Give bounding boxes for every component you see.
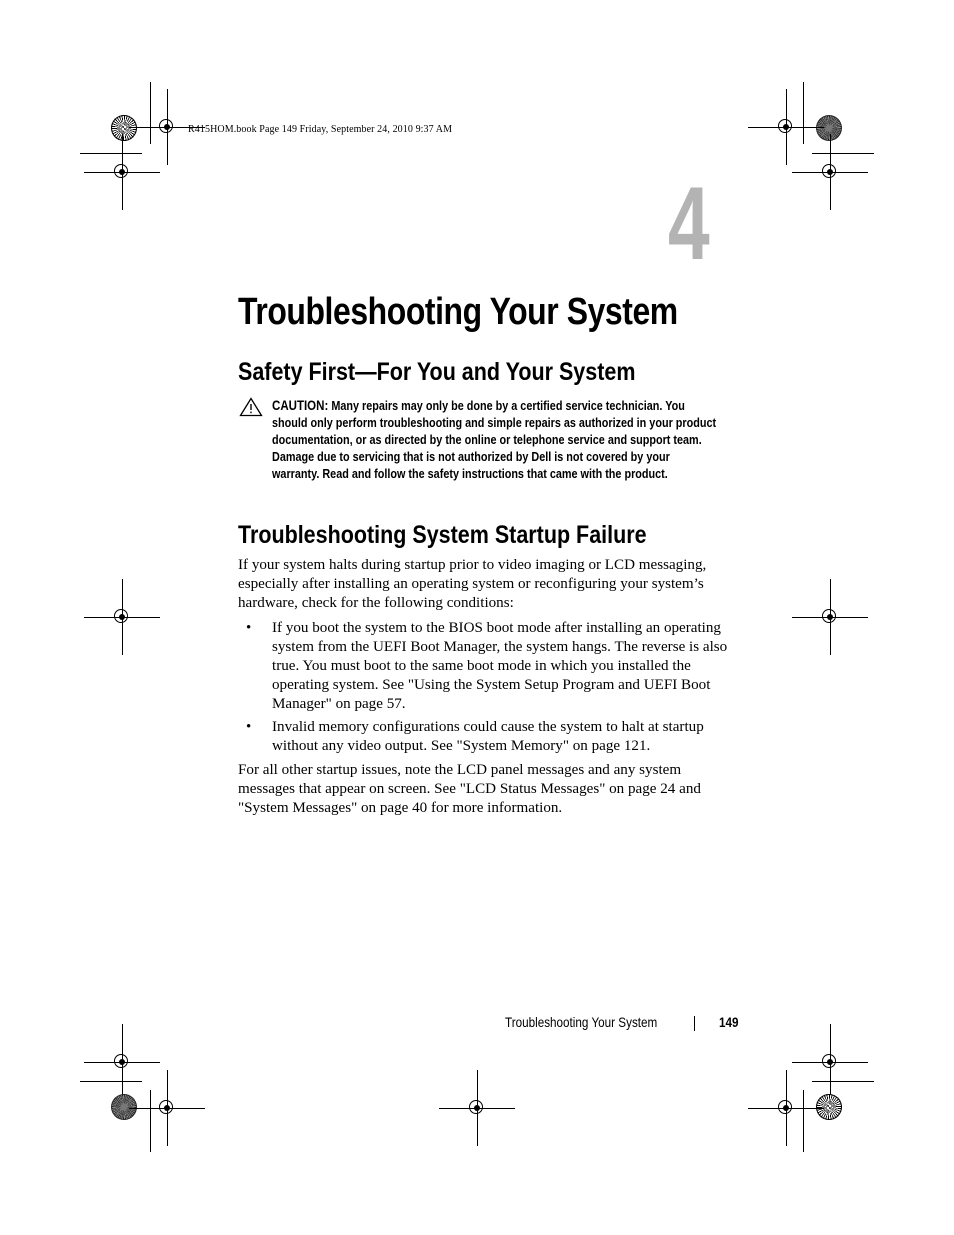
- crop-mark: [80, 153, 142, 154]
- caution-text: Many repairs may only be done by a certified service technician. You should only perform troubleshooting and simple repairs as authorized in your product documentation, or as directed by the online or telephone service and support team. Damage due to servicing that is not authorized by Dell is not covered by your warranty. Read and follow the safety instructions that came with the product.: [272, 399, 717, 482]
- print-slug: R415HOM.book Page 149 Friday, September 24, 2010 9:37 AM: [188, 124, 453, 135]
- caution-label: CAUTION:: [272, 398, 329, 413]
- crop-mark: [80, 1081, 142, 1082]
- registration-rosette-icon: [111, 115, 137, 141]
- section-heading-startup-failure: Troubleshooting System Startup Failure: [238, 521, 647, 549]
- registration-rosette-icon: [111, 1094, 137, 1120]
- registration-rosette-icon: [816, 1094, 842, 1120]
- chapter-number: 4: [668, 166, 710, 282]
- registration-rosette-icon: [816, 115, 842, 141]
- crop-mark: [812, 153, 874, 154]
- crop-mark: [803, 82, 804, 144]
- closing-paragraph: For all other startup issues, note the LCD panel messages and any system messages that appear on screen. See "LCD Status Messages" on page 24 and "System Messages" on page 40 for more information.: [238, 762, 701, 816]
- footer-divider: [694, 1016, 695, 1031]
- chapter-title: Troubleshooting Your System: [238, 291, 678, 333]
- crop-mark: [150, 1090, 151, 1152]
- footer-running-title: Troubleshooting Your System: [505, 1015, 658, 1030]
- bullet-marker: •: [246, 719, 252, 735]
- list-item: Invalid memory configurations could cause the system to halt at startup without any video output. See "System Memory" on page 121.: [272, 719, 704, 754]
- list-item: If you boot the system to the BIOS boot mode after installing an operating system from the UEFI Boot Manager, the system hangs. The reverse is also true. You must boot to the same boot mode in which you installed the operating system. See "Using the System Setup Program and UEFI Boot Manager" on page 57.: [272, 620, 728, 712]
- crop-mark: [150, 82, 151, 144]
- caution-notice: [272, 397, 719, 483]
- intro-paragraph: If your system halts during startup prior to video imaging or LCD messaging, especially after installing an operating system or reconfiguring your system’s hardware, check for the following conditions:: [238, 557, 707, 611]
- bullet-marker: •: [246, 620, 252, 636]
- crop-mark: [803, 1090, 804, 1152]
- footer-page-number: 149: [719, 1015, 739, 1030]
- caution-triangle-icon: [239, 397, 263, 417]
- crop-mark: [812, 1081, 874, 1082]
- section-heading-safety: Safety First—For You and Your System: [238, 358, 636, 386]
